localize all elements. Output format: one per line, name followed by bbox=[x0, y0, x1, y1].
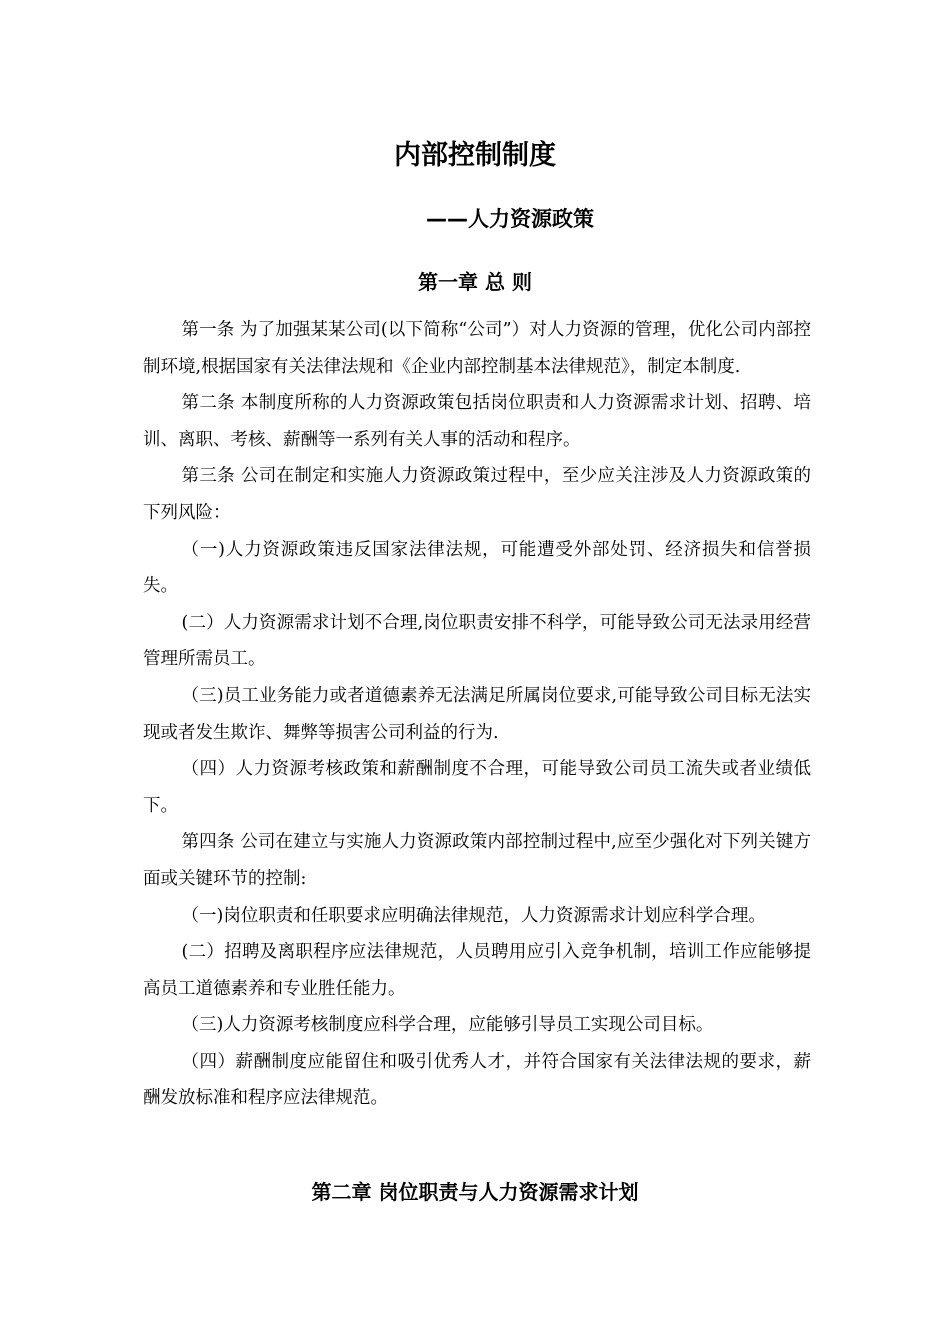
chapter-2-heading: 第二章 岗位职责与人力资源需求计划 bbox=[311, 1180, 639, 1204]
article-3-item-1: （一)人力资源政策违反国家法律法规，可能遭受外部处罚、经济损失和信誉损失。 bbox=[143, 539, 811, 597]
article-4-item-3: （三)人力资源考核制度应科学合理，应能够引导员工实现公司目标。 bbox=[181, 1015, 714, 1036]
document-subtitle: ——人力资源政策 bbox=[426, 207, 594, 231]
article-3: 第三条 公司在制定和实施人力资源政策过程中，至少应关注涉及人力资源政策的下列风险： bbox=[143, 466, 811, 523]
article-4-item-1: （一)岗位职责和任职要求应明确法律规范，人力资源需求计划应科学合理。 bbox=[181, 905, 766, 926]
article-4: 第四条 公司在建立与实施人力资源政策内部控制过程中,应至少强化对下列关键方面或关键环节的控制: bbox=[143, 832, 811, 889]
document-title: 内部控制制度 bbox=[394, 140, 556, 171]
article-3-item-4: （四）人力资源考核政策和薪酬制度不合理，可能导致公司员工流失或者业绩低下。 bbox=[143, 759, 811, 816]
article-3-item-3: （三)员工业务能力或者道德素养无法满足所属岗位要求,可能导致公司目标无法实现或者发生欺诈、舞弊等损害公司利益的行为. bbox=[143, 685, 811, 743]
document-body bbox=[143, 312, 811, 1117]
chapter-1-heading: 第一章 总 则 bbox=[418, 270, 532, 294]
article-1: 第一条 为了加强某某公司(以下简称“公司”）对人力资源的管理，优化公司内部控制环境,根据国家有关法律法规和《企业内部控制基本法律规范》，制定本制度. bbox=[143, 320, 811, 377]
article-4-item-2: (二）招聘及离职程序应法律规范，人员聘用应引入竞争机制，培训工作应能够提高员工道德素养和专业胜任能力。 bbox=[143, 942, 811, 999]
article-4-item-4: （四）薪酬制度应能留住和吸引优秀人才，并符合国家有关法律法规的要求，薪酬发放标准和程序应法律规范。 bbox=[143, 1051, 811, 1109]
article-2: 第二条 本制度所称的人力资源政策包括岗位职责和人力资源需求计划、招聘、培训、离职、考核、薪酬等一系列有关人事的活动和程序。 bbox=[143, 393, 811, 450]
article-3-item-2: (二）人力资源需求计划不合理,岗位职责安排不科学，可能导致公司无法录用经营管理所需员工。 bbox=[143, 612, 811, 670]
